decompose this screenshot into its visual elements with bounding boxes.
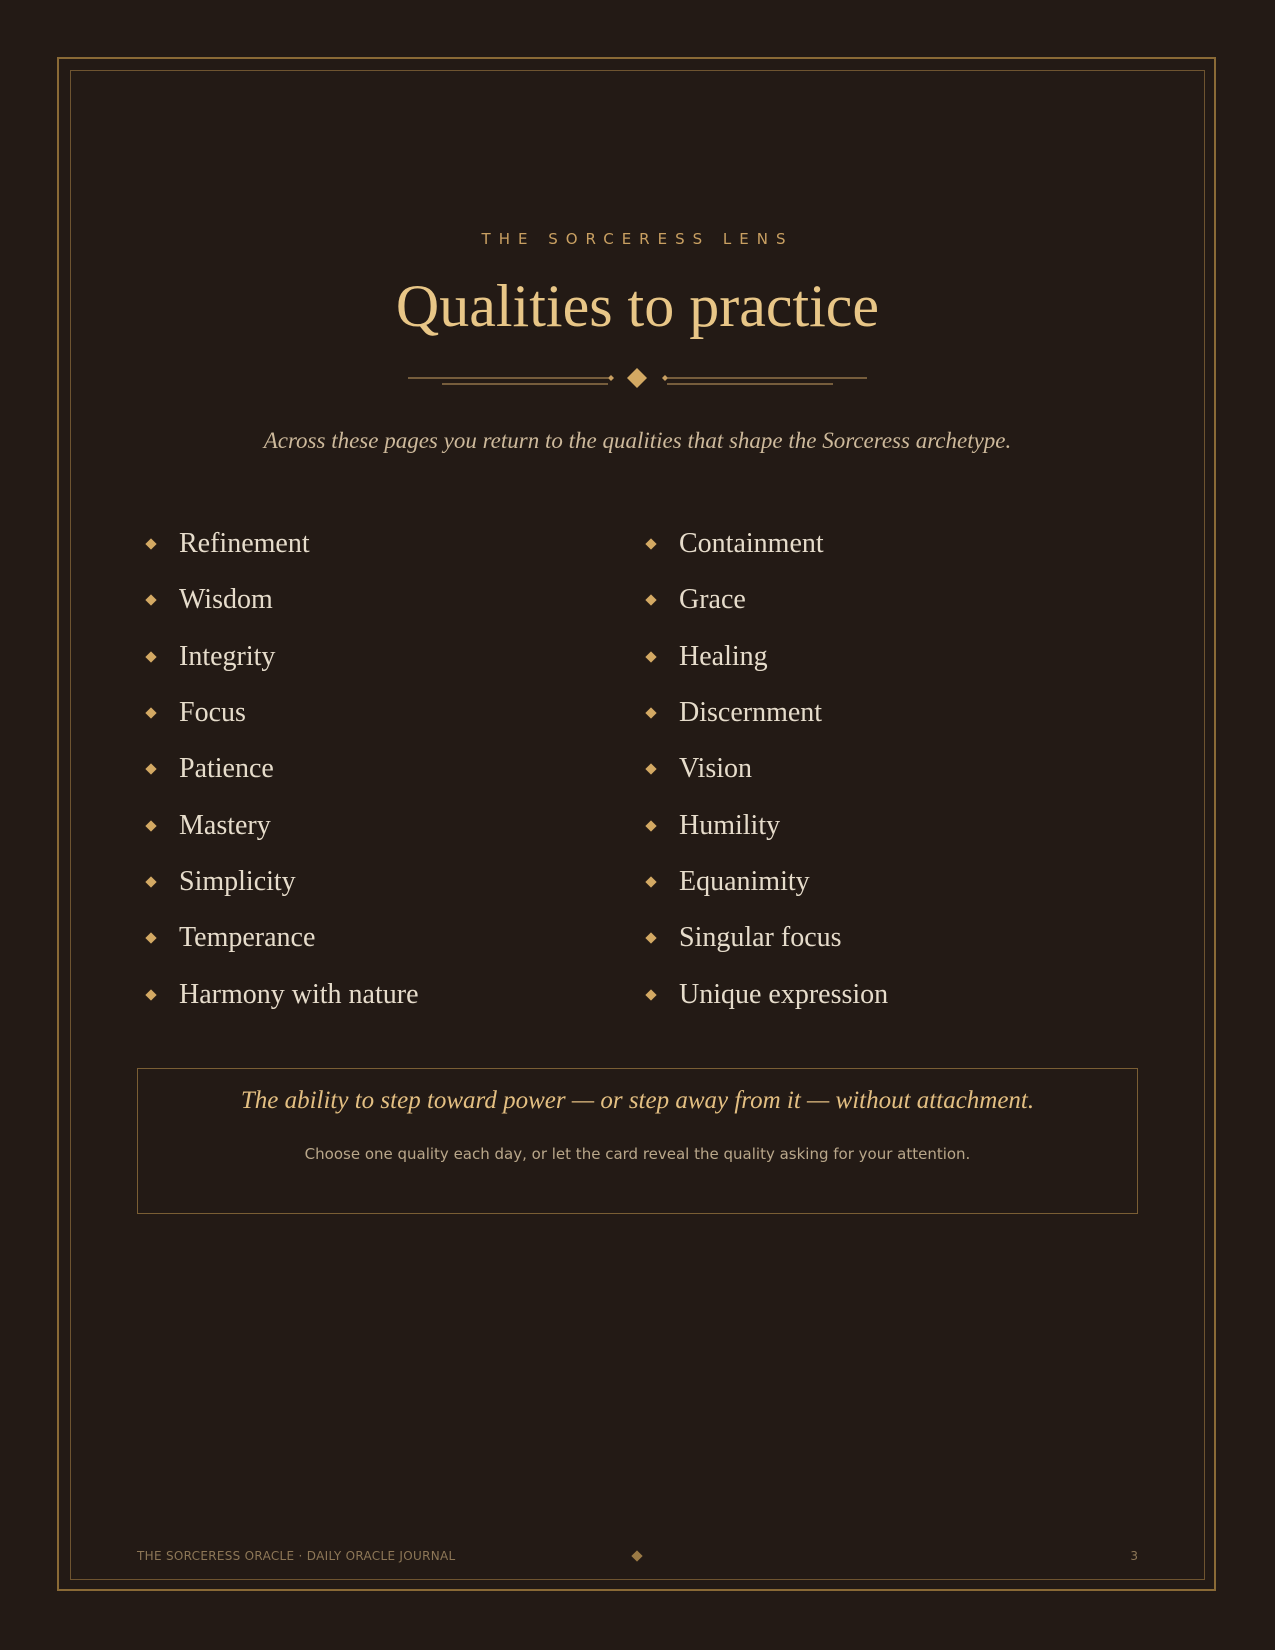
quality-label: Grace bbox=[679, 584, 746, 616]
quality-label: Healing bbox=[679, 640, 768, 672]
quality-label: Singular focus bbox=[679, 922, 842, 954]
intro-text: Across these pages you return to the qualities that shape the Sorceress archetype. bbox=[263, 428, 1012, 453]
diamond-bullet-icon bbox=[145, 989, 156, 1000]
quality-label: Temperance bbox=[179, 922, 316, 954]
quality-item bbox=[140, 685, 620, 741]
quality-label: Discernment bbox=[679, 697, 823, 729]
quality-item bbox=[140, 741, 620, 797]
quality-item bbox=[140, 572, 620, 628]
diamond-bullet-icon bbox=[645, 538, 656, 549]
diamond-bullet-icon bbox=[645, 989, 656, 1000]
quality-label: Containment bbox=[679, 528, 824, 560]
callout-box bbox=[137, 1068, 1138, 1214]
quality-label: Patience bbox=[179, 753, 274, 785]
footer-title: THE SORCERESS ORACLE · DAILY ORACLE JOURNAL bbox=[137, 1549, 456, 1563]
quality-label: Focus bbox=[179, 697, 246, 729]
title-divider-ornament bbox=[405, 366, 870, 390]
quality-label: Humility bbox=[679, 809, 781, 841]
diamond-bullet-icon bbox=[145, 538, 156, 549]
quality-item bbox=[640, 966, 1120, 1022]
diamond-bullet-icon bbox=[645, 595, 656, 606]
diamond-bullet-icon bbox=[145, 820, 156, 831]
eyebrow-label: THE SORCERESS LENS bbox=[481, 230, 794, 248]
quality-item bbox=[140, 910, 620, 966]
qualities-list-left bbox=[140, 516, 620, 1023]
quality-item bbox=[140, 516, 620, 572]
diamond-bullet-icon bbox=[145, 707, 156, 718]
quality-item bbox=[640, 741, 1120, 797]
diamond-bullet-icon bbox=[645, 820, 656, 831]
quality-label: Wisdom bbox=[179, 584, 273, 616]
diamond-bullet-icon bbox=[645, 876, 656, 887]
quality-item bbox=[640, 854, 1120, 910]
quality-label: Refinement bbox=[179, 528, 310, 560]
quality-label: Equanimity bbox=[679, 865, 810, 897]
quality-label: Mastery bbox=[179, 809, 271, 841]
quality-label: Integrity bbox=[179, 640, 276, 672]
diamond-bullet-icon bbox=[645, 933, 656, 944]
callout-quote: The ability to step toward power — or step away from it — without attachment. bbox=[240, 1087, 1035, 1114]
quality-item bbox=[140, 966, 620, 1022]
quality-item bbox=[140, 629, 620, 685]
quality-item bbox=[640, 797, 1120, 853]
quality-item bbox=[640, 572, 1120, 628]
quality-label: Simplicity bbox=[179, 865, 296, 897]
quality-item bbox=[140, 854, 620, 910]
diamond-bullet-icon bbox=[145, 933, 156, 944]
quality-label: Unique expression bbox=[679, 978, 889, 1010]
diamond-bullet-icon bbox=[145, 764, 156, 775]
diamond-bullet-icon bbox=[645, 764, 656, 775]
diamond-bullet-icon bbox=[645, 651, 656, 662]
diamond-bullet-icon bbox=[145, 876, 156, 887]
page-title: Qualities to practice bbox=[395, 273, 880, 339]
diamond-bullet-icon bbox=[145, 651, 156, 662]
quality-label: Vision bbox=[679, 753, 752, 785]
quality-item bbox=[640, 516, 1120, 572]
quality-item bbox=[640, 910, 1120, 966]
diamond-bullet-icon bbox=[145, 595, 156, 606]
quality-label: Harmony with nature bbox=[179, 978, 419, 1010]
qualities-list-right bbox=[640, 516, 1120, 1023]
quality-item bbox=[640, 685, 1120, 741]
callout-note: Choose one quality each day, or let the card reveal the quality asking for your attention. bbox=[304, 1145, 971, 1163]
page-number: 3 bbox=[1130, 1549, 1138, 1563]
quality-item bbox=[640, 629, 1120, 685]
diamond-bullet-icon bbox=[645, 707, 656, 718]
quality-item bbox=[140, 797, 620, 853]
